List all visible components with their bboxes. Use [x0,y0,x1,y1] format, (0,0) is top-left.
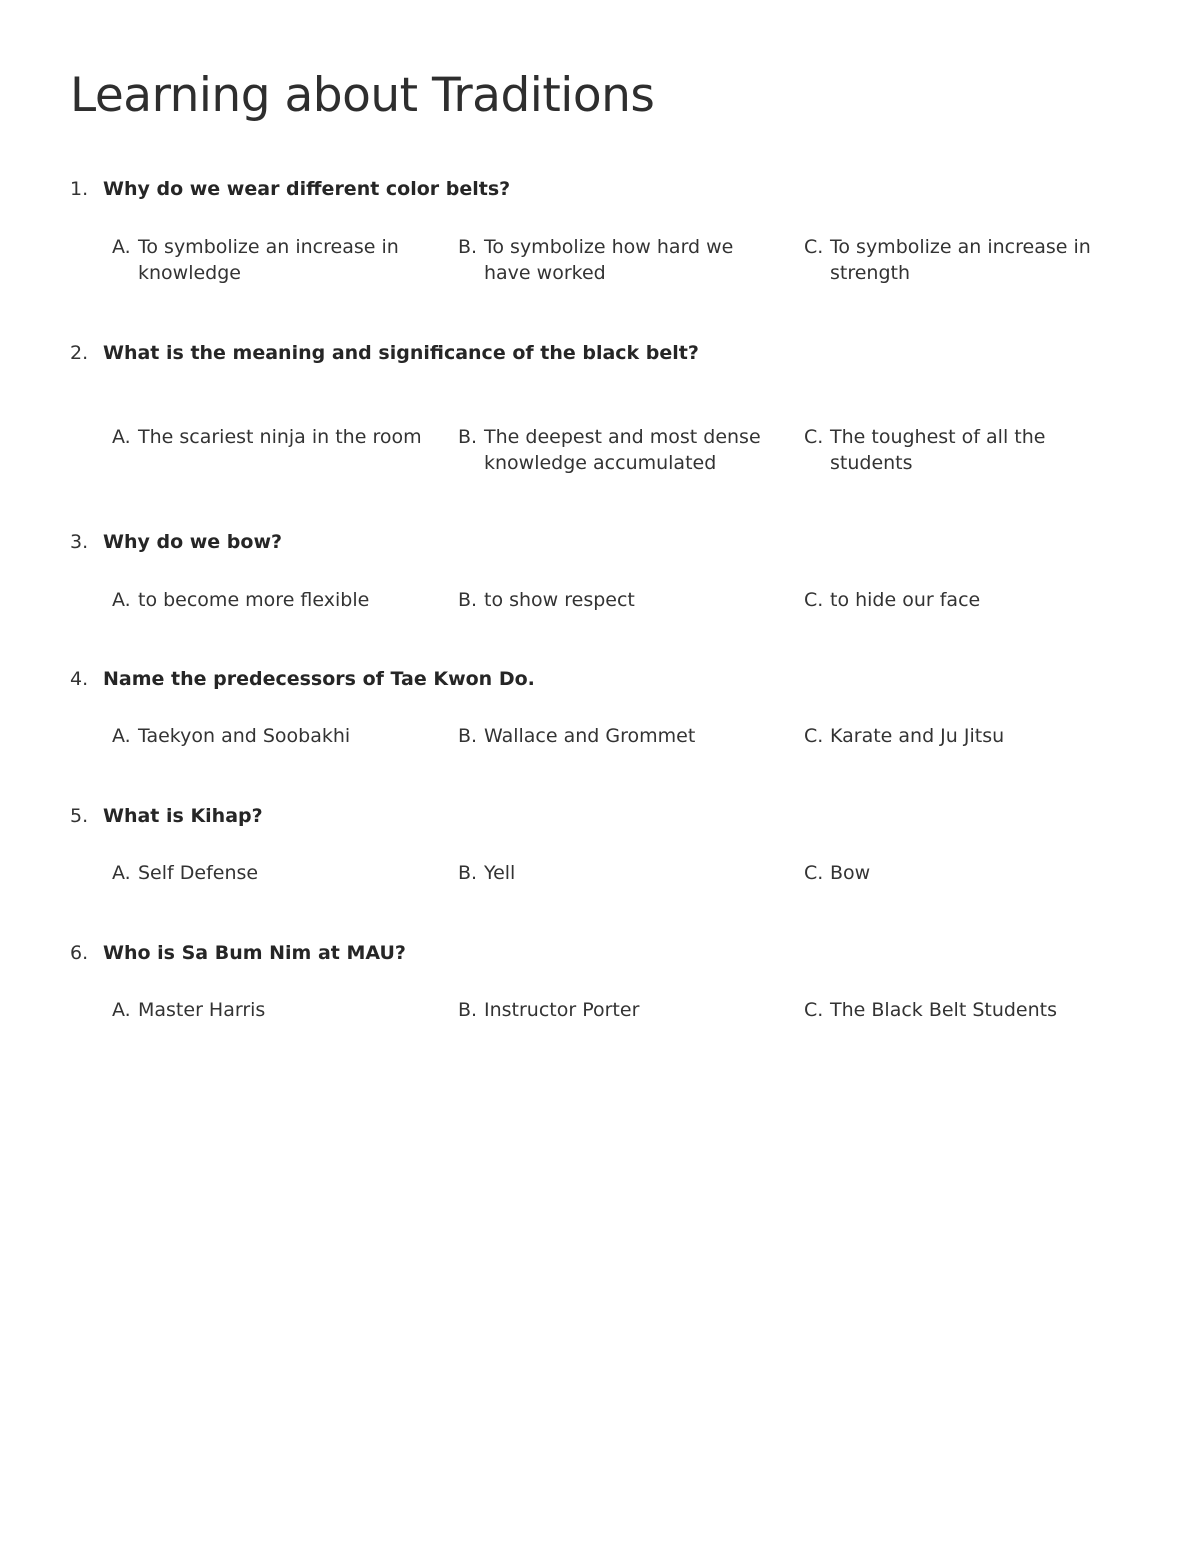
answer-option-b[interactable] [458,587,778,613]
answer-letter: C. [804,236,824,258]
answer-option-b[interactable] [458,424,778,476]
answer-letter: A. [112,236,131,258]
answer-option-c[interactable] [804,234,1124,286]
answer-option-c[interactable] [804,860,1124,886]
answer-text: The scariest ninja in the room [138,426,422,448]
answer-letter: A. [112,725,131,747]
answer-option-c[interactable] [804,723,1124,749]
question-text: Why do we wear different color belts? [103,178,511,200]
question-line [70,803,263,829]
question-number: 1. [70,178,89,200]
answer-letter: C. [804,589,824,611]
answer-letter: C. [804,426,824,448]
question-line [70,666,535,692]
answer-letter: B. [458,236,478,258]
answer-letter: A. [112,426,131,448]
question-text: Name the predecessors of Tae Kwon Do. [103,668,535,690]
answer-letter: C. [804,725,824,747]
answer-option-b[interactable] [458,997,778,1023]
answer-letter: C. [804,862,824,884]
answer-option-a[interactable] [112,424,432,450]
page-title: Learning about Traditions [70,68,655,123]
answer-letter: B. [458,999,478,1021]
answer-letter: A. [112,589,131,611]
answer-text: The deepest and most dense knowledge accumulated [484,426,761,474]
answer-option-c[interactable] [804,587,1124,613]
answer-letter: A. [112,862,131,884]
answer-letter: C. [804,999,824,1021]
answer-text: The toughest of all the students [830,426,1046,474]
answer-option-a[interactable] [112,997,432,1023]
question-text: What is the meaning and significance of the black belt? [103,342,699,364]
question-number: 2. [70,342,89,364]
answer-text: Instructor Porter [484,999,640,1021]
answer-option-a[interactable] [112,587,432,613]
question-line [70,940,406,966]
answer-letter: B. [458,862,478,884]
question-number: 4. [70,668,89,690]
answer-option-a[interactable] [112,860,432,886]
answer-letter: B. [458,725,478,747]
question-text: Why do we bow? [103,531,283,553]
answer-option-c[interactable] [804,997,1124,1023]
answer-text: Taekyon and Soobakhi [138,725,351,747]
answer-text: Master Harris [138,999,266,1021]
answer-letter: A. [112,999,131,1021]
answer-text: Karate and Ju Jitsu [830,725,1005,747]
answer-letter: B. [458,426,478,448]
answer-text: To symbolize how hard we have worked [484,236,734,284]
answer-text: Self Defense [138,862,259,884]
answer-letter: B. [458,589,478,611]
answer-text: Yell [484,862,516,884]
answer-text: to become more flexible [138,589,370,611]
question-line [70,176,510,202]
question-number: 6. [70,942,89,964]
question-text: Who is Sa Bum Nim at MAU? [103,942,406,964]
answer-text: To symbolize an increase in knowledge [138,236,399,284]
question-line [70,529,282,555]
question-text: What is Kihap? [103,805,263,827]
answer-text: To symbolize an increase in strength [830,236,1091,284]
question-number: 3. [70,531,89,553]
answer-text: to hide our face [830,589,981,611]
question-line [70,340,699,366]
answer-option-b[interactable] [458,234,778,286]
answer-option-a[interactable] [112,723,432,749]
answer-option-a[interactable] [112,234,432,286]
answer-option-b[interactable] [458,860,778,886]
answer-option-c[interactable] [804,424,1124,476]
answer-text: to show respect [484,589,635,611]
question-number: 5. [70,805,89,827]
answer-text: Wallace and Grommet [484,725,696,747]
answer-option-b[interactable] [458,723,778,749]
answer-text: Bow [830,862,871,884]
answer-text: The Black Belt Students [830,999,1058,1021]
